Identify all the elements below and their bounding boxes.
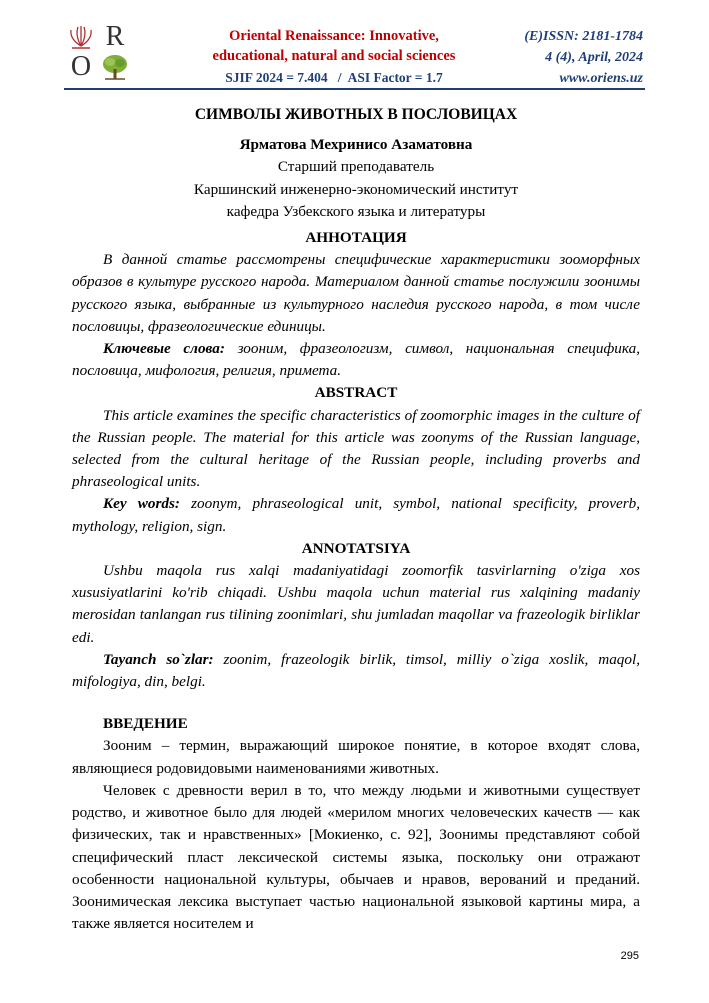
journal-logo: [64, 22, 132, 82]
journal-header: [196, 26, 472, 86]
annotation-ru-heading: АННОТАЦИЯ: [305, 229, 407, 247]
abstract-text: This article examines the specific characteristics of zoomorphic images in the culture of the Russian people. The material for this article was zoonyms of the Russian language, selected from the cultural heritage of the Russian people, including proverbs and phraseological units.: [72, 406, 640, 491]
author-name: Ярматова Мехринисо Азаматовна: [239, 136, 473, 154]
article-title: СИМВОЛЫ ЖИВОТНЫХ В ПОСЛОВИЦАХ: [194, 106, 518, 123]
website: www.oriens.uz: [559, 71, 643, 86]
issn: (E)ISSN: 2181-1784: [524, 29, 643, 44]
issue: 4 (4), April, 2024: [545, 50, 643, 65]
author-institution: Каршинский инженерно-экономический институт: [193, 180, 519, 198]
annotation-ru-text: В данной статье рассмотрены специфические характеристики зооморфных образов в культуре русского народа. Материалом данной статье послужили зоонимы русского языка, выбранные из культурного наследия русского народа, в том числе пословицы, фразеологические единицы.: [72, 251, 640, 335]
author-department: кафедра Узбекского языка и литературы: [226, 202, 486, 220]
journal-title-line2: educational, natural and social sciences: [212, 48, 456, 64]
logo-letter-o: O: [70, 51, 92, 82]
logo-tree-icon: [98, 52, 132, 82]
article-body: [72, 102, 640, 935]
introduction-paragraph-2: Человек с древности верил в то, что между людьми и животными существует родство, и животное было для людей «мерилом многих человеческих качеств — как физических, так и нравственных» [Мокиенко, с. 92], Зоонимы представляют собой специфический пласт лексической системы языка, поскольку они отражают особенности национальной культуры, обычаев и нравов, верований и преданий. Зоонимическая лексика выступает частью национальной языковой картины мира, а также является носителем и: [72, 781, 640, 933]
annotation-uz-heading: ANNOTATSIYA: [301, 539, 411, 557]
abstract-heading: ABSTRACT: [314, 384, 398, 402]
journal-info: [524, 26, 643, 89]
annotation-uz-text: Ushbu maqola rus xalqi madaniyatidagi zoomorfik tasvirlarning o'ziga xos xususiyatlarini ko'rib chiqadi. Ushbu maqola uchun material rus xalqining madaniy merosidan tanlangan rus tilining zoonimlari, shu jumladan maqollar va frazeologik birliklar edi.: [72, 562, 640, 646]
journal-title-line1: Oriental Renaissance: Innovative,: [229, 28, 439, 44]
annotation-uz-keywords: Tayanch so`zlar: zoonim, frazeologik birlik, timsol, milliy o`ziga xoslik, maqol, mifologiya, din, belgi.: [72, 650, 641, 691]
annotation-ru-keywords: Ключевые слова: зооним, фразеологизм, символ, национальная специфика, пословица, мифология, религия, примета.: [72, 340, 640, 380]
introduction-heading: ВВЕДЕНИЕ: [103, 715, 188, 733]
impact-factors: SJIF 2024 = 7.404 / ASI Factor = 1.7: [225, 70, 443, 85]
introduction-paragraph-1: Зооним – термин, выражающий широкое понятие, в которое входят слова, являющиеся родовидовыми наименованиями животных.: [72, 737, 640, 777]
logo-letter-r: R: [105, 21, 125, 52]
logo-flower-icon: [64, 22, 98, 52]
author-position: Старший преподаватель: [277, 158, 435, 176]
header-divider: [64, 88, 645, 90]
page-number: 295: [620, 950, 639, 962]
abstract-keywords: Key words: zoonym, phraseological unit, symbol, national specificity, proverb, mythology, religion, sign.: [72, 495, 640, 535]
